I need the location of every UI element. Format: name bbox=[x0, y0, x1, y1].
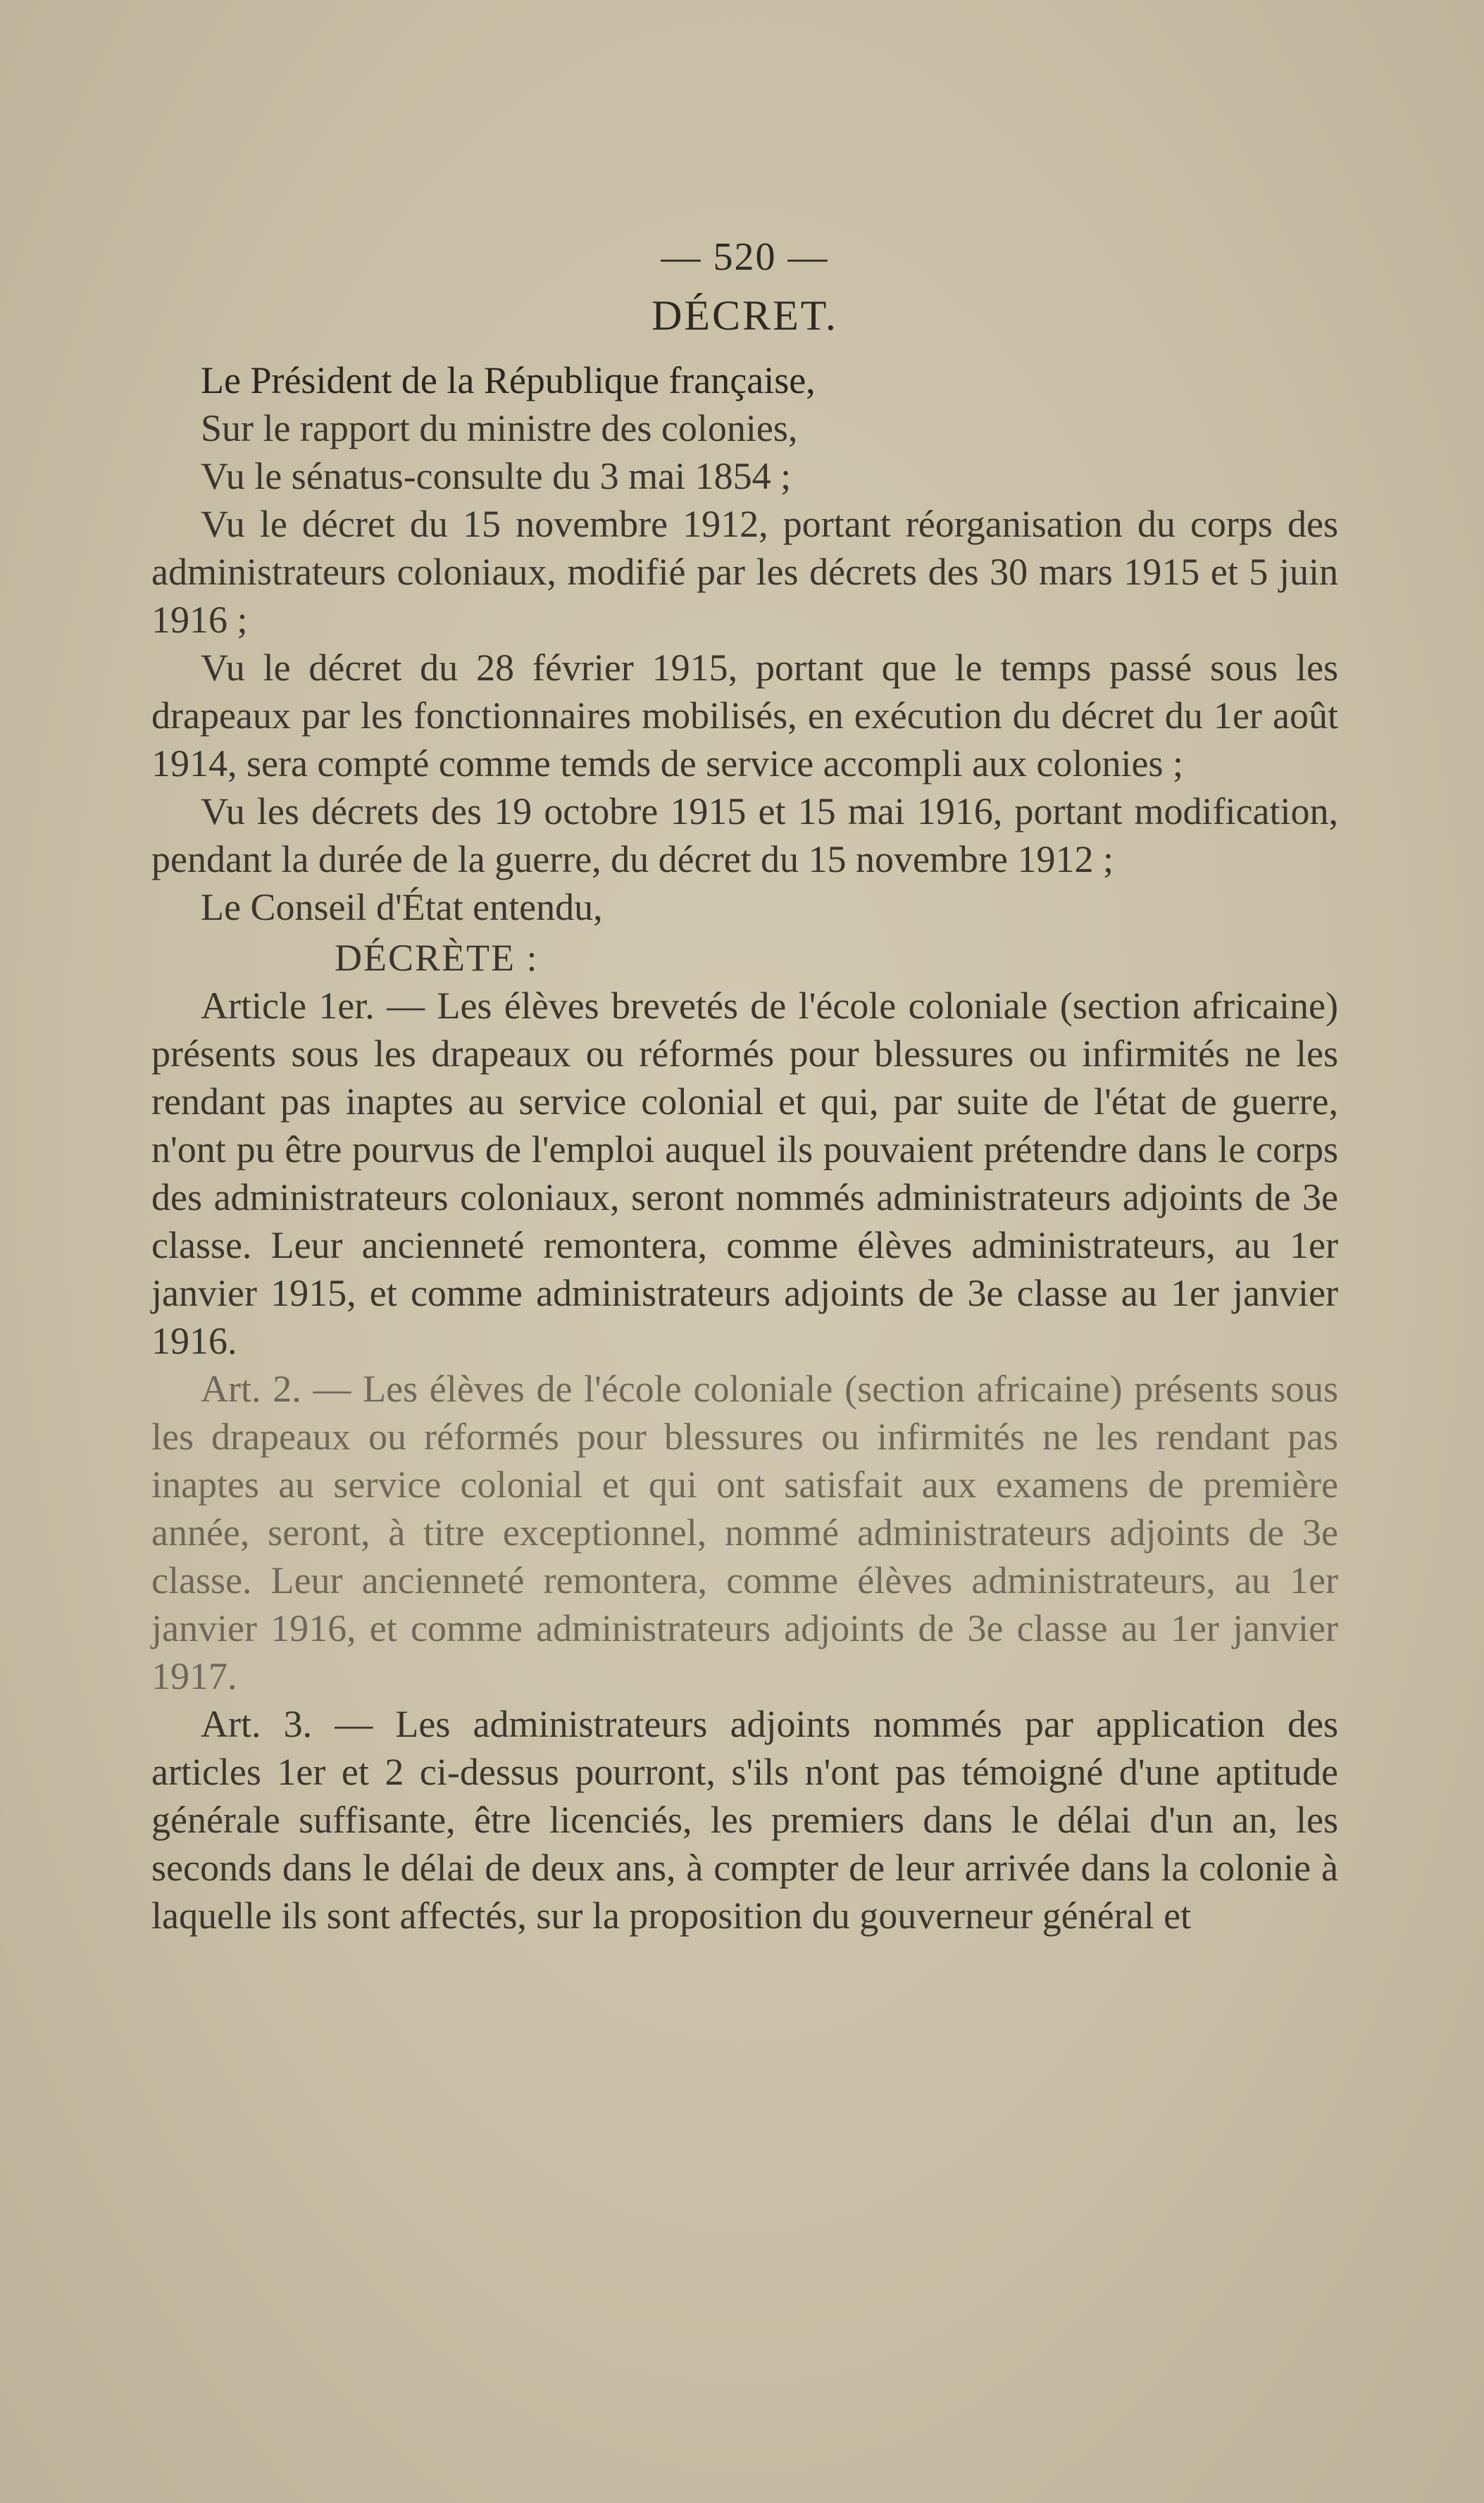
article-3: Art. 3. — Les administrateurs adjoints nommés par application des articles 1er et 2 ci-dessus pourront, s'ils n'ont pas témoigné d'une aptitude générale suffisante, être licenciés, les premiers dans le délai d'un an, les seconds dans le délai de deux ans, à compter de leur arrivée dans la colonie à laquelle ils sont affectés, sur la proposition du gouverneur général et bbox=[151, 1703, 1338, 1937]
president-line: Le Président de la République française, bbox=[201, 359, 816, 401]
page-number: — 520 — bbox=[661, 235, 829, 279]
visa-decret-1915: Vu le décret du 28 février 1915, portant que le temps passé sous les drapeaux par les fonctionnaires mobilisés, en exécution du décret du 1er août 1914, sera compté comme temds de service accompli aux colonies ; bbox=[151, 647, 1338, 785]
article-1: Article 1er. — Les élèves brevetés de l'école coloniale (section africaine) présents sous les drapeaux ou réformés pour blessures ou infirmités ne les rendant pas inaptes au service colonial et qui, par suite de l'état de guerre, n'ont pu être pourvus de l'emploi auquel ils pouvaient prétendre dans le corps des administrateurs coloniaux, seront nommés administrateurs adjoints de 3e classe. Leur ancienneté remontera, comme élèves administrateurs, au 1er janvier 1915, et comme administrateurs adjoints de 3e classe au 1er janvier 1916. bbox=[151, 985, 1338, 1362]
visa-rapport: Sur le rapport du ministre des colonies, bbox=[201, 407, 798, 449]
document-title: DÉCRET. bbox=[651, 292, 838, 339]
visa-conseil-etat: Le Conseil d'État entendu, bbox=[201, 886, 603, 928]
visa-decret-1912: Vu le décret du 15 novembre 1912, portant réorganisation du corps des administrateurs coloniaux, modifié par les décrets des 30 mars 1915 et 5 juin 1916 ; bbox=[151, 503, 1338, 641]
article-2: Art. 2. — Les élèves de l'école coloniale (section africaine) présents sous les drapeaux ou réformés pour blessures ou infirmités ne les rendant pas inaptes au service colonial et qui ont satisfait aux examens de première année, seront, à titre exceptionnel, nommé administrateurs adjoints de 3e classe. Leur ancienneté remontera, comme élèves administrateurs, au 1er janvier 1916, et comme administrateurs adjoints de 3e classe au 1er janvier 1917. bbox=[151, 1368, 1338, 1697]
visa-senatus-consulte: Vu le sénatus-consulte du 3 mai 1854 ; bbox=[201, 455, 792, 497]
decree-text bbox=[151, 211, 1338, 1940]
visa-decrets-modification: Vu les décrets des 19 octobre 1915 et 15 mai 1916, portant modification, pendant la durée de la guerre, du décret du 15 novembre 1912 ; bbox=[151, 790, 1338, 880]
decrete-heading: DÉCRÈTE : bbox=[335, 937, 539, 979]
